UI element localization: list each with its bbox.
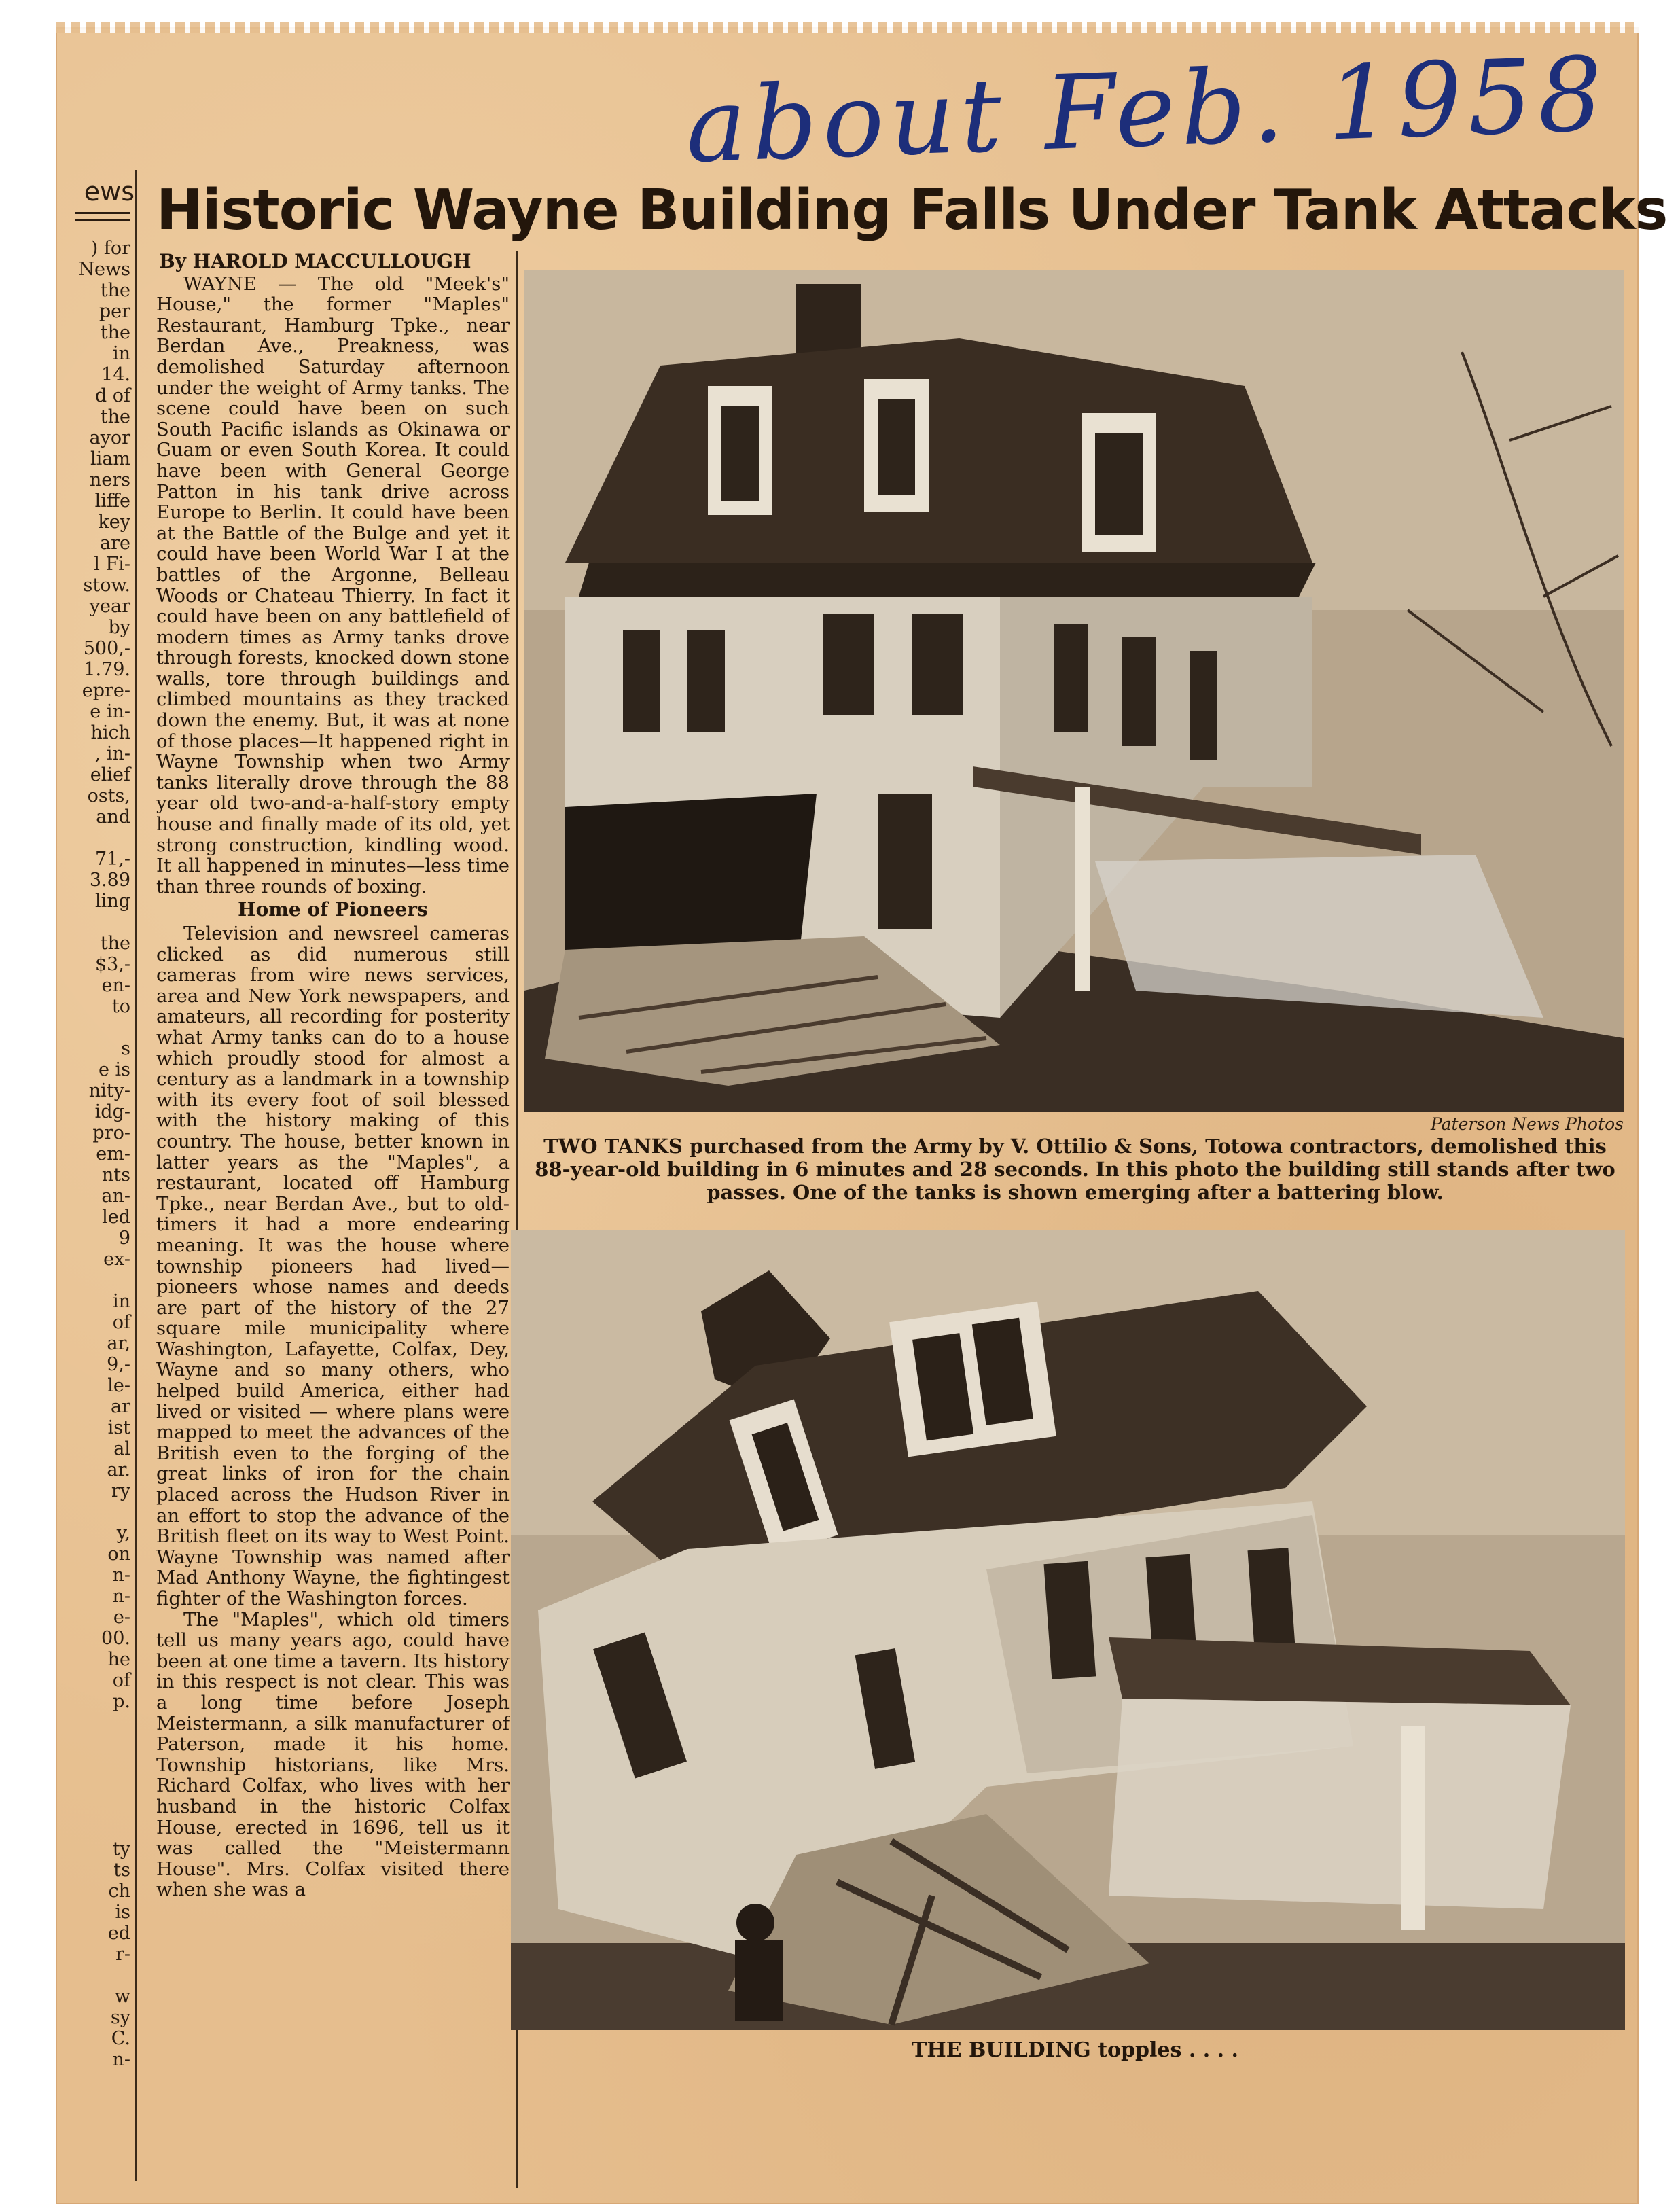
handwritten-date-note: about Feb. 1958 <box>683 35 1610 186</box>
headline: Historic Wayne Building Falls Under Tank Attacks <box>156 178 1668 243</box>
house-toppling-illustration <box>511 1230 1625 2030</box>
masthead-rule <box>75 212 130 214</box>
photo-caption-2: THE BUILDING topples . . . . <box>912 2038 1238 2062</box>
photo-credit: Paterson News Photos <box>1430 1114 1624 1134</box>
masthead-rule-2 <box>75 219 130 221</box>
previous-column-text: ) for News the per the in 14. d of the ayor liam ners liffe key are l Fi- stow. year by 500,- 1.79. epre- e in- hich , in- elief osts, and 71,- 3.89 ling the $3,- en- to s e is nity- idg- pro- em- nts an- led 9 ex- in of ar, 9,- le- ar ist al ar. ry y, on n- n- e- 00. he of p. ty ts ch is ed r- w sy C. n- <box>78 238 130 2070</box>
article-paragraph: Television and newsreel cameras clicked as did numerous still cameras from wire news services, area and New York newspapers, and amateurs, all recording for posterity what Army tanks can do to a house which proudly stood for almost a century as a landmark in a township with its every foot of soil blessed with the history making of this country. The house, better known in latter years as the "Maples", a restaurant, located off Hamburg Tpke., near Berdan Ave., but to old-timers it had a more endearing meaning. It was the house where township pioneers had lived—pioneers whose names and deeds are part of the history of the 27 square mile municipality where Washington, Lafayette, Colfax, Dey, Wayne and so many others, who helped build America, either had lived or visited — where plans were mapped to meet the advances of the British even to the forging of the great links of iron for the chain placed across the Hudson River in an effort to stop the advance of the British fleet on its way to West Point. Wayne Township was named after Mad Anthony Wayne, the fightingest fighter of the Washington forces. <box>156 923 510 1610</box>
article-subhead: Home of Pioneers <box>238 898 428 921</box>
photo-house-standing <box>524 270 1624 1112</box>
previous-column-masthead: ews <box>84 177 135 207</box>
byline: By HAROLD MACCULLOUGH <box>159 251 471 272</box>
article-body <box>156 251 510 2188</box>
photo-house-toppling <box>511 1230 1625 2030</box>
previous-article-column <box>75 170 137 2181</box>
article-paragraph: The "Maples", which old timers tell us many years ago, could have been at one time a tavern. Its history in this respect is not clear. This was a long time before Joseph Meistermann, a silk manufacturer of Paterson, made it his home. Township historians, like Mrs. Richard Colfax, who lives with her husband in the historic Colfax House, erected in 1696, tell us it was called the "Meistermann House". Mrs. Colfax visited there when she was a <box>156 1608 510 1901</box>
photo-caption-1: TWO TANKS purchased from the Army by V. Ottilio & Sons, Totowa contractors, demolished this 88-year-old building in 6 minutes and 28 seconds. In this photo the building still stands after two passes. One of the tanks is shown emerging after a battering blow. <box>535 1135 1615 1204</box>
article-paragraph: WAYNE — The old "Meek's" House," the former "Maples" Restaurant, Hamburg Tpke., near Berdan Ave., Preakness, was demolished Saturday afternoon under the weight of Army tanks. The scene could have been on such South Pacific islands as Okinawa or Guam or even South Korea. It could have been with General George Patton in his tank drive across Europe to Berlin. It could have been at the Battle of the Bulge and yet it could have been World War I at the battles of the Argonne, Belleau Woods or Chateau Thierry. In fact it could have been on any battlefield of modern times as Army tanks drove through forests, knocked down stone walls, tore through buildings and climbed mountains as they tracked down the enemy. But, it was at none of those places—It happened right in Wayne Township when two Army tanks literally drove through the 88 year old two-and-a-half-story empty house and finally made of its old, yet strong construction, kindling wood. It all happened in minutes—less time than three rounds of boxing. <box>156 272 510 897</box>
house-standing-illustration <box>524 270 1624 1112</box>
